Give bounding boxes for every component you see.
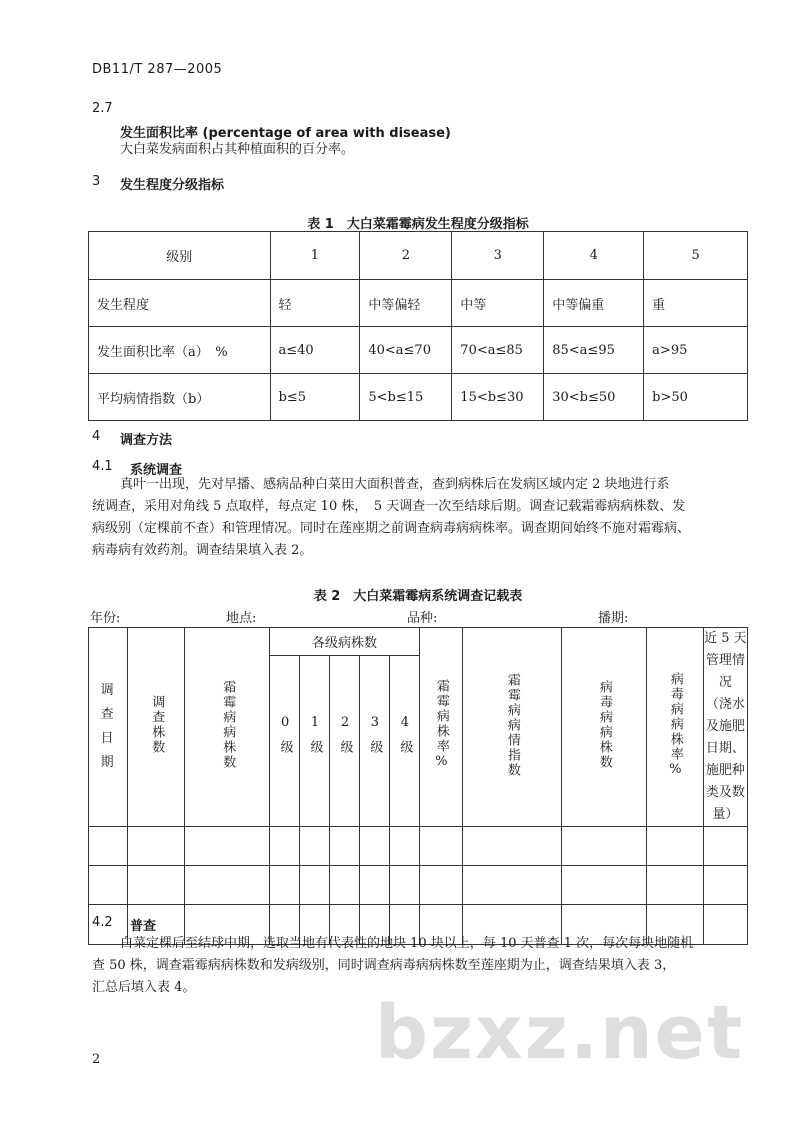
table-row — [89, 374, 748, 421]
header-label: 病毒病病株率% — [667, 671, 683, 779]
header-label: 2级 — [337, 715, 353, 764]
table-cell: 重 — [644, 280, 748, 327]
header-cell-level-3 — [359, 656, 389, 827]
header-label-line: 调查 — [100, 683, 126, 722]
header-label: （浇水及施肥日期、 — [705, 697, 745, 756]
table-cell: 轻 — [270, 280, 360, 327]
paragraph-line: 病级别（定棵前不查）和管理情况。同时在莲座期之前调查病毒病病株率。调查期间始终不施对霜霉病、 — [92, 521, 691, 536]
table-cell: a>95 — [644, 327, 748, 374]
table-cell: 发生面积比率（a） % — [89, 327, 271, 374]
table-1-caption: 表 1 大白菜霜霉病发生程度分级指标 — [307, 217, 529, 232]
table-cell: 中等偏重 — [544, 280, 644, 327]
table-cell: 5 — [644, 232, 748, 280]
header-cell-date — [89, 628, 128, 827]
header-label: 霜霉病病情指数 — [504, 672, 520, 778]
table-cell: 3 — [452, 232, 544, 280]
page-number: 2 — [92, 1052, 101, 1067]
header-cell-virus-rate — [646, 628, 703, 827]
paragraph-line: 查 50 株，调查霜霉病病株数和发病级别，同时调查病毒病病株数至莲座期为止，调查结果填入表 3， — [92, 958, 676, 973]
header-cell-level-4 — [389, 656, 419, 827]
header-cell-level-1 — [300, 656, 330, 827]
table-cell: b≤5 — [270, 374, 360, 421]
field-sowing-date-label: 播期: — [598, 611, 629, 626]
table-cell: 15<b≤30 — [452, 374, 544, 421]
field-variety-label: 品种: — [407, 611, 438, 626]
table-cell: 平均病情指数（b） — [89, 374, 271, 421]
table-row — [89, 232, 748, 280]
header-cell-count — [128, 628, 185, 827]
header-label: 霜霉病株率% — [433, 679, 449, 771]
table-cell: 85<a≤95 — [544, 327, 644, 374]
header-label: 0级 — [277, 715, 293, 764]
section-4-title: 调查方法 — [120, 433, 173, 448]
table-row — [89, 866, 748, 905]
table-cell: 5<b≤15 — [360, 374, 452, 421]
header-cell-mildew-rate — [419, 628, 462, 827]
paragraph-line: 病毒病有效药剂。调查结果填入表 2。 — [92, 543, 313, 558]
table-cell: 中等 — [452, 280, 544, 327]
section-2-7-number: 2.7 — [92, 101, 113, 116]
table-cell: 中等偏轻 — [360, 280, 452, 327]
header-label: 1级 — [307, 715, 323, 764]
section-4-1-number: 4.1 — [92, 459, 113, 474]
paragraph-line: 白菜定棵后至结球中期，选取当地有代表性的地块 10 块以上，每 10 天普查 1 次，每次每块地随机 — [120, 936, 694, 951]
header-label: 病毒病病株数 — [596, 680, 612, 770]
table-cell: 70<a≤85 — [452, 327, 544, 374]
header-cell-virus-count — [561, 628, 646, 827]
table-row — [89, 280, 748, 327]
header-cell-level-2 — [330, 656, 360, 827]
header-label: 近 5 天管理情况 — [704, 631, 747, 690]
table-cell: 1 — [270, 232, 360, 280]
header-label: 调查株数 — [149, 695, 165, 755]
section-4-1-paragraph — [92, 474, 762, 562]
section-2-7-term: 发生面积比率 (percentage of area with disease) — [120, 126, 451, 141]
table-cell: 2 — [360, 232, 452, 280]
field-year-label: 年份: — [90, 611, 121, 626]
field-location-label: 地点: — [226, 611, 257, 626]
table-cell: 40<a≤70 — [360, 327, 452, 374]
header-cell-mildew-count — [185, 628, 270, 827]
header-label — [99, 679, 127, 775]
header-label: 施肥种类及数量） — [705, 763, 745, 822]
header-cell-levels-group: 各级病株数 — [270, 628, 420, 656]
header-label: 4级 — [397, 715, 413, 764]
document-header: DB11/T 287—2005 — [92, 62, 223, 77]
paragraph-line: 真叶一出现，先对早播、感病品种白菜田大面积普查，查到病株后在发病区域内定 2 块地进行系 — [120, 477, 670, 492]
section-4-2-number: 4.2 — [92, 915, 113, 930]
table-1 — [88, 231, 748, 421]
table-cell: 发生程度 — [89, 280, 271, 327]
table-row — [89, 827, 748, 866]
table-row — [89, 327, 748, 374]
section-2-7-definition: 大白菜发病面积占其种植面积的百分率。 — [120, 142, 355, 157]
paragraph-line: 统调查，采用对角线 5 点取样，每点定 10 株， 5 天调查一次至结球后期。调查记载霜霉病病株数、发 — [92, 499, 686, 514]
section-3-title: 发生程度分级指标 — [120, 178, 225, 193]
table-row — [89, 628, 748, 656]
table-2-caption: 表 2 大白菜霜霉病系统调查记载表 — [313, 589, 523, 604]
header-label-line: 日期 — [100, 731, 126, 770]
section-4-number: 4 — [92, 429, 101, 444]
paragraph-line: 汇总后填入表 4。 — [92, 980, 196, 995]
section-4-2-title: 普查 — [130, 919, 157, 934]
watermark: bzxz.net — [375, 990, 745, 1076]
table-cell: 30<b≤50 — [544, 374, 644, 421]
section-4-1-title: 系统调查 — [130, 463, 183, 478]
header-label: 霜霉病病株数 — [220, 680, 236, 770]
table-cell: b>50 — [644, 374, 748, 421]
header-cell-mildew-index — [462, 628, 561, 827]
header-cell-level-0 — [270, 656, 300, 827]
section-3-number: 3 — [92, 174, 101, 189]
header-label: 3级 — [367, 715, 383, 764]
table-cell: a≤40 — [270, 327, 360, 374]
table-cell: 级别 — [89, 232, 271, 280]
table-cell: 4 — [544, 232, 644, 280]
table-2 — [88, 627, 748, 945]
header-cell-management — [703, 628, 747, 827]
